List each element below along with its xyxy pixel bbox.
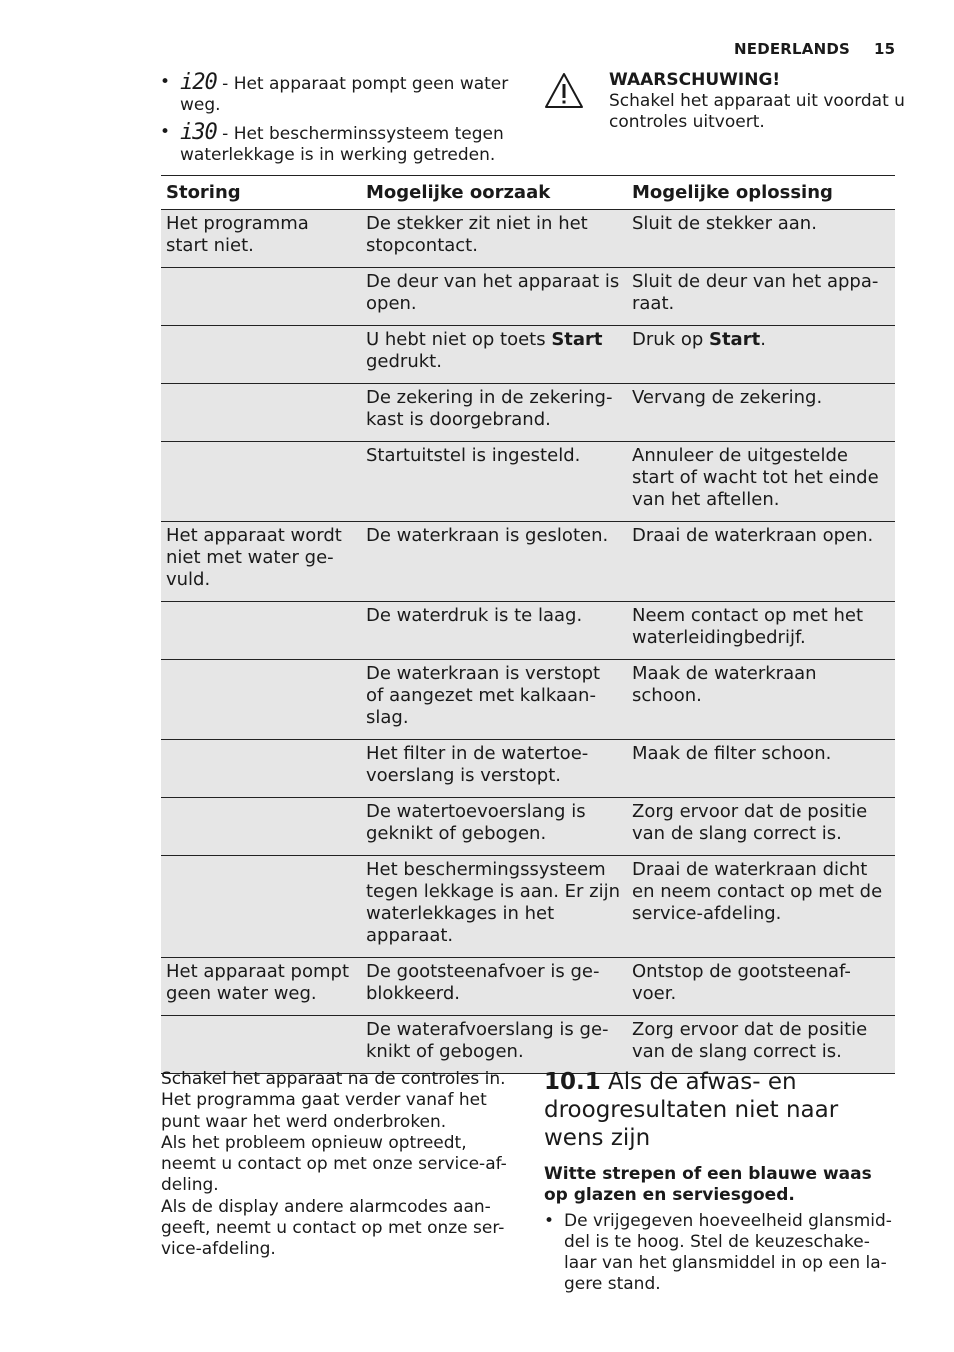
note-line: Als het probleem opnieuw optreedt, <box>161 1132 467 1153</box>
note-line: Schakel het apparaat na de controles in. <box>161 1069 506 1089</box>
alarm-code-text: - Het apparaat pompt geen water weg. <box>180 74 509 115</box>
bullet-dot: • <box>544 1211 555 1231</box>
note-line: deling. <box>161 1175 219 1196</box>
table-row <box>161 1016 895 1074</box>
start-key-label: Start <box>708 329 761 350</box>
cell-oplossing: Vervang de zekering. <box>627 384 895 442</box>
table-row <box>161 602 895 660</box>
alarm-code-item <box>160 122 520 166</box>
alarm-code-text: - Het bescherminssysteem tegen waterlekkage is in werking getreden. <box>180 124 504 165</box>
cell-text: Druk op <box>632 329 709 350</box>
table-row <box>161 660 895 740</box>
table-header-row <box>161 176 895 210</box>
cell-oorzaak: De stekker zit niet in het stopcontact. <box>361 210 627 268</box>
cell-oorzaak: De waterkraan is gesloten. <box>361 522 627 602</box>
cell-oorzaak: De waterdruk is te laag. <box>361 602 627 660</box>
cell-storing <box>161 1016 361 1074</box>
cell-oorzaak: De waterkraan is verstopt of aangezet met kalkaan-slag. <box>361 660 627 740</box>
cell-storing <box>161 442 361 522</box>
cell-storing <box>161 856 361 958</box>
cell-oorzaak: De waterafvoerslang is ge-knikt of gebogen. <box>361 1016 627 1074</box>
table-row <box>161 798 895 856</box>
cell-oorzaak: Het beschermingssysteem tegen lekkage is aan. Er zijn waterlekkages in het apparaat. <box>361 856 627 958</box>
cell-oplossing: Ontstop de gootsteenaf-voer. <box>627 958 895 1016</box>
cell-text: . <box>760 329 766 350</box>
cell-oplossing: Draai de waterkraan dicht en neem contact op met de service-afdeling. <box>627 856 895 958</box>
note-line: geeft, neemt u contact op met onze ser- <box>161 1218 505 1239</box>
section-heading <box>544 1068 894 1152</box>
column-header-oorzaak: Mogelijke oorzaak <box>361 176 627 210</box>
note-line: Als de display andere alarmcodes aan- <box>161 1196 491 1217</box>
table-row <box>161 210 895 268</box>
section-title-text: Als de afwas- en droogresultaten niet naar wens zijn <box>544 1069 839 1151</box>
section-bullet-item <box>544 1211 896 1295</box>
warning-box <box>609 70 909 133</box>
cell-storing <box>161 798 361 856</box>
cell-oorzaak: De zekering in de zekering-kast is doorgebrand. <box>361 384 627 442</box>
table-row <box>161 740 895 798</box>
bullet-dot: • <box>160 72 171 92</box>
cell-oorzaak: Startuitstel is ingesteld. <box>361 442 627 522</box>
alarm-code: i30 <box>180 120 217 145</box>
note-line: punt waar het werd onderbroken. <box>161 1111 447 1132</box>
table-row <box>161 442 895 522</box>
cell-storing <box>161 384 361 442</box>
cell-storing <box>161 602 361 660</box>
cell-oplossing: Neem contact op met het waterleidingbedrijf. <box>627 602 895 660</box>
section-number: 10.1 <box>544 1069 601 1095</box>
cell-oplossing: Sluit de deur van het appa-raat. <box>627 268 895 326</box>
troubleshooting-table <box>161 175 895 1074</box>
warning-text: Schakel het apparaat uit voordat u controles uitvoert. <box>609 91 905 132</box>
column-header-oplossing: Mogelijke oplossing <box>627 176 895 210</box>
page-number: 15 <box>874 40 896 58</box>
bullet-dot: • <box>160 122 171 142</box>
alarm-code-list <box>160 72 520 172</box>
cell-storing <box>161 660 361 740</box>
alarm-code: i20 <box>180 70 217 95</box>
cell-oplossing: Zorg ervoor dat de positie van de slang correct is. <box>627 798 895 856</box>
cell-oplossing: Draai de waterkraan open. <box>627 522 895 602</box>
warning-title: WAARSCHUWING! <box>609 70 781 90</box>
cell-storing: Het apparaat pompt geen water weg. <box>161 958 361 1016</box>
table-row <box>161 958 895 1016</box>
cell-oplossing: Annuleer de uitgestelde start of wacht tot het einde van het aftellen. <box>627 442 895 522</box>
cell-text: U hebt niet op toets <box>366 329 552 350</box>
alarm-code-item <box>160 72 520 116</box>
cell-oorzaak: De gootsteenafvoer is ge-blokkeerd. <box>361 958 627 1016</box>
table-row <box>161 856 895 958</box>
cell-oplossing: Zorg ervoor dat de positie van de slang correct is. <box>627 1016 895 1074</box>
cell-oorzaak: Het filter in de watertoe-voerslang is verstopt. <box>361 740 627 798</box>
table-row <box>161 384 895 442</box>
cell-storing: Het programma start niet. <box>161 210 361 268</box>
cell-oorzaak: De deur van het apparaat is open. <box>361 268 627 326</box>
note-line: Het programma gaat verder vanaf het <box>161 1090 487 1111</box>
page-header <box>734 38 895 60</box>
cell-storing <box>161 268 361 326</box>
section-subheading: Witte strepen of een blauwe waas op glazen en serviesgoed. <box>544 1164 872 1205</box>
table-row <box>161 522 895 602</box>
cell-oplossing: Maak de waterkraan schoon. <box>627 660 895 740</box>
start-key-label: Start <box>551 329 603 350</box>
language-label: NEDERLANDS <box>734 40 851 58</box>
column-header-storing: Storing <box>161 176 361 210</box>
cell-storing <box>161 326 361 384</box>
table-row <box>161 268 895 326</box>
restart-note <box>161 1069 521 1261</box>
note-line: vice-afdeling. <box>161 1239 276 1260</box>
note-line: neemt u contact op met onze service-af- <box>161 1154 507 1175</box>
cell-storing: Het apparaat wordt niet met water ge-vuld. <box>161 522 361 602</box>
cell-oplossing: Sluit de stekker aan. <box>627 210 895 268</box>
cell-oorzaak <box>361 326 627 384</box>
cell-oplossing: Maak de filter schoon. <box>627 740 895 798</box>
section-bullet-text: De vrijgegeven hoeveelheid glansmid-del is te hoog. Stel de keuzeschake-laar van het glansmiddel in op een la-gere stand. <box>564 1211 892 1294</box>
warning-triangle-icon <box>544 72 584 110</box>
cell-storing <box>161 740 361 798</box>
cell-oplossing <box>627 326 895 384</box>
table-row <box>161 326 895 384</box>
cell-oorzaak: De watertoevoerslang is geknikt of gebogen. <box>361 798 627 856</box>
cell-text: gedrukt. <box>366 351 442 372</box>
